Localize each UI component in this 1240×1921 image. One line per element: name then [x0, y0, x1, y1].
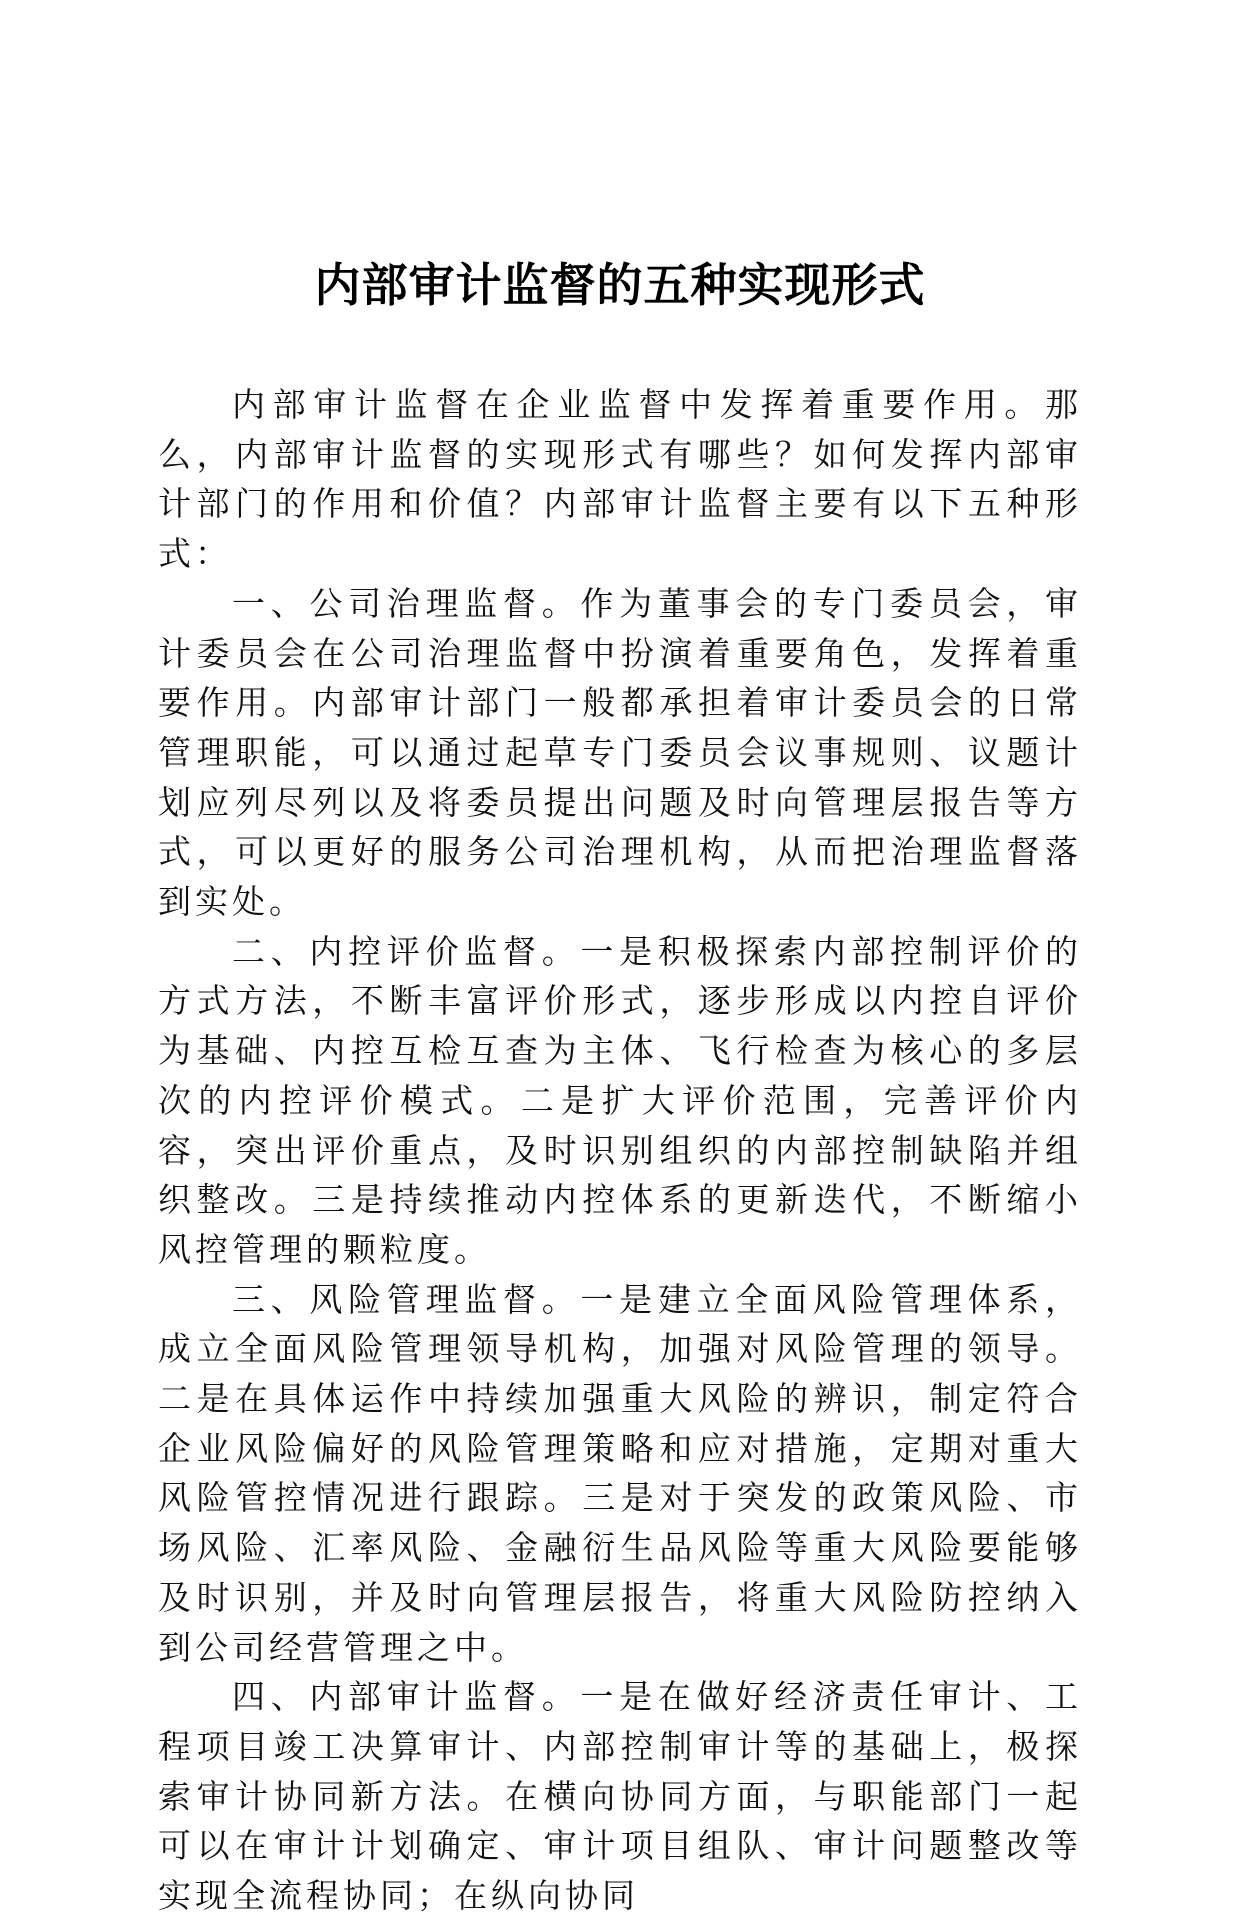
intro-paragraph: 内部审计监督在企业监督中发挥着重要作用。那么，内部审计监督的实现形式有哪些？如何发挥内部审计部门的作用和价值？内部审计监督主要有以下五种形式：	[158, 385, 1082, 574]
document-title: 内部审计监督的五种实现形式	[314, 258, 926, 312]
section-1-corporate-governance: 一、公司治理监督。作为董事会的专门委员会，审计委员会在公司治理监督中扮演着重要角色，发挥着重要作用。内部审计部门一般都承担着审计委员会的日常管理职能，可以通过起草专门委员会议事规则、议题计划应列尽列以及将委员提出问题及时向管理层报告等方式，可以更好的服务公司治理机构，从而把治理监督落到实处。	[158, 583, 1082, 922]
section-4-internal-audit: 四、内部审计监督。一是在做好经济责任审计、工程项目竣工决算审计、内部控制审计等的基础上，极探索审计协同新方法。在横向协同方面，与职能部门一起可以在审计计划确定、审计项目组队、审计问题整改等实现全流程协同；在纵向协同	[158, 1677, 1082, 1916]
section-2-internal-control-evaluation: 二、内控评价监督。一是积极探索内部控制评价的方式方法，不断丰富评价形式，逐步形成以内控自评价为基础、内控互检互查为主体、飞行检查为核心的多层次的内控评价模式。二是扩大评价范围，完善评价内容，突出评价重点，及时识别组织的内部控制缺陷并组织整改。三是持续推动内控体系的更新迭代，不断缩小风控管理的颗粒度。	[158, 931, 1082, 1269]
document-body	[158, 380, 1082, 1921]
section-3-risk-management: 三、风险管理监督。一是建立全面风险管理体系，成立全面风险管理领导机构，加强对风险管理的领导。二是在具体运作中持续加强重大风险的辨识，制定符合企业风险偏好的风险管理策略和应对措施，定期对重大风险管控情况进行跟踪。三是对于突发的政策风险、市场风险、汇率风险、金融衍生品风险等重大风险要能够及时识别，并及时向管理层报告，将重大风险防控纳入到公司经营管理之中。	[158, 1279, 1082, 1667]
